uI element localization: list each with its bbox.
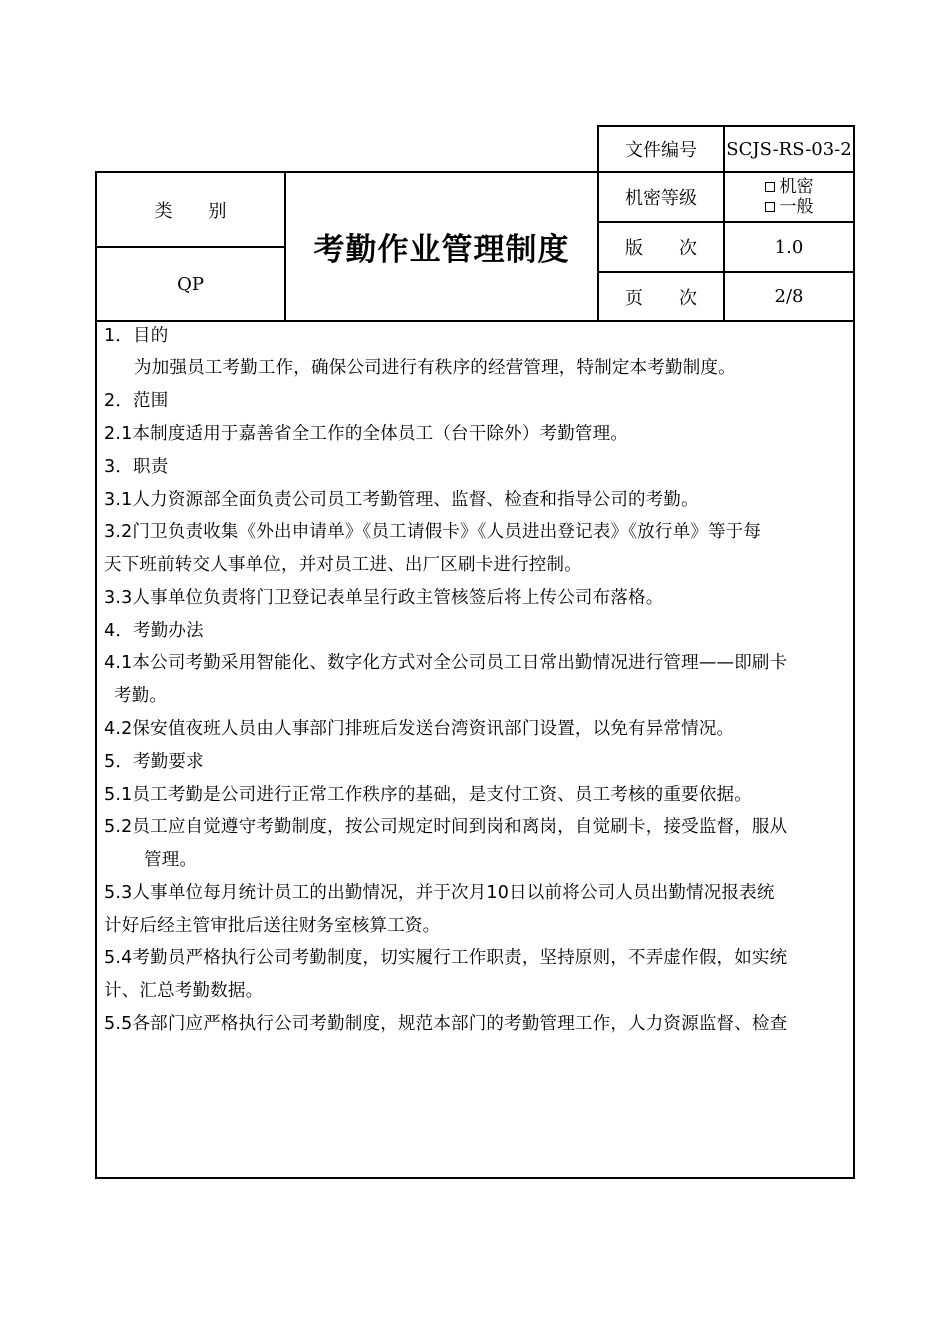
paragraph-line: 天下班前转交人事单位，并对员工进、出厂区刷卡进行控制。 (104, 555, 582, 575)
paragraph-line: 计、汇总考勤数据。 (104, 981, 264, 1001)
secrecy-option-label: 一般 (779, 197, 814, 217)
border-line (95, 1177, 855, 1179)
checkbox-icon (765, 182, 775, 192)
section-heading: 2．范围 (104, 391, 169, 411)
version-value: 1.0 (774, 236, 804, 258)
secrecy-label: 机密等级 (625, 188, 697, 209)
doc-number-value: SCJS-RS-03-2 (726, 138, 852, 160)
paragraph-line: 5.5各部门应严格执行公司考勤制度，规范本部门的考勤管理工作，人力资源监督、检查 (104, 1014, 788, 1034)
section-heading: 1．目的 (104, 326, 169, 346)
page-value: 2/8 (774, 286, 804, 307)
secrecy-option-label: 机密 (779, 177, 814, 197)
section-heading: 3．职责 (104, 457, 169, 477)
border-line (95, 171, 97, 1179)
paragraph-line: 3.3人事单位负责将门卫登记表单呈行政主管核签后将上传公司布落格。 (104, 588, 664, 608)
version-label: 版 次 (625, 238, 697, 259)
paragraph-line: 为加强员工考勤工作，确保公司进行有秩序的经营管理，特制定本考勤制度。 (134, 358, 736, 378)
secrecy-option-confidential (765, 177, 814, 197)
paragraph-line: 3.2门卫负责收集《外出申请单》《员工请假卡》《人员进出登记表》《放行单》等于每 (104, 522, 762, 542)
paragraph-line: 5.2员工应自觉遵守考勤制度，按公司规定时间到岗和离岗，自觉刷卡，接受监督，服从 (104, 817, 788, 837)
paragraph-line: 4.1本公司考勤采用智能化、数字化方式对全公司员工日常出勤情况进行管理——即刷卡 (104, 653, 788, 673)
page-label: 页 次 (625, 287, 697, 309)
paragraph-line: 4.2保安值夜班人员由人事部门排班后发送台湾资讯部门设置，以免有异常情况。 (104, 719, 735, 739)
paragraph-line: 5.3人事单位每月统计员工的出勤情况，并于次月10日以前将公司人员出勤情况报表统 (104, 883, 775, 903)
section-heading: 5．考勤要求 (104, 752, 204, 772)
category-value: QP (177, 273, 204, 295)
secrecy-option-general (765, 197, 814, 217)
checkbox-icon (765, 202, 775, 212)
paragraph-line: 管理。 (144, 850, 198, 870)
paragraph-line: 考勤。 (114, 686, 168, 706)
document-title: 考勤作业管理制度 (313, 232, 570, 268)
border-line (95, 320, 855, 322)
paragraph-line: 计好后经主管审批后送往财务室核算工资。 (104, 916, 441, 936)
section-heading: 4．考勤办法 (104, 621, 204, 641)
secrecy-options (725, 173, 853, 221)
paragraph-line: 5.1员工考勤是公司进行正常工作秩序的基础，是支付工资、员工考核的重要依据。 (104, 785, 752, 805)
border-line (853, 125, 855, 1179)
paragraph-line: 5.4考勤员严格执行公司考勤制度，切实履行工作职责，坚持原则，不弄虚作假，如实统 (104, 948, 788, 968)
paragraph-line: 3.1人力资源部全面负责公司员工考勤管理、监督、检查和指导公司的考勤。 (104, 490, 699, 510)
paragraph-line: 2.1本制度适用于嘉善省全工作的全体员工（台干除外）考勤管理。 (104, 424, 629, 444)
category-label: 类 别 (154, 200, 227, 222)
doc-number-label: 文件编号 (625, 140, 697, 161)
